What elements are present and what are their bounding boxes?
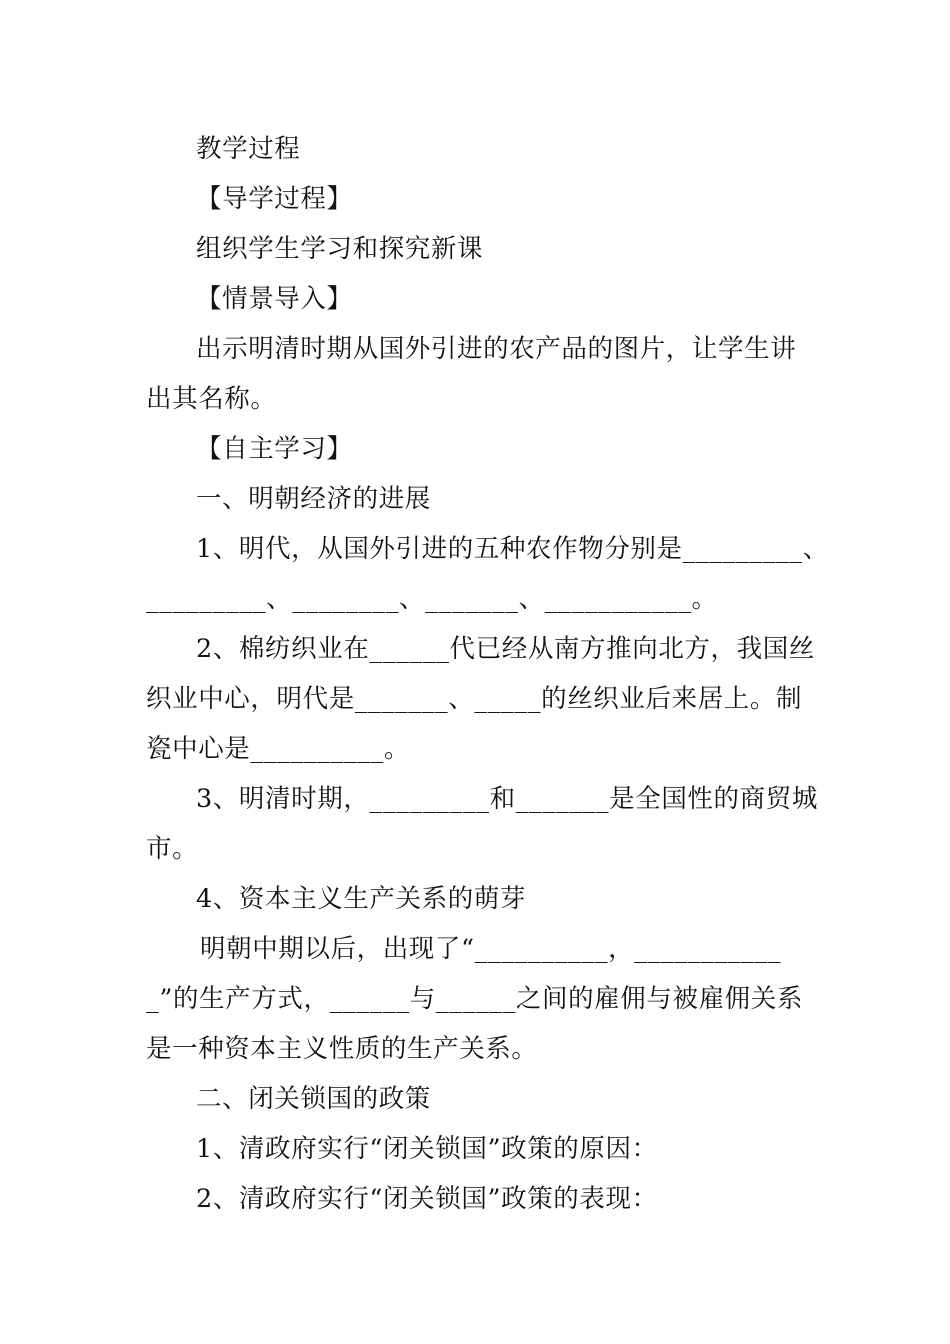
section-heading-teaching-process: 教学过程 — [196, 134, 301, 164]
paragraph-line: 出其名称。 — [146, 384, 277, 414]
question-line: 1、清政府实行“闭关锁国”政策的原因： — [196, 1134, 658, 1164]
section-heading-self-study: 【自主学习】 — [196, 434, 353, 464]
paragraph-line: 组织学生学习和探究新课 — [196, 234, 484, 264]
question-line: _”的生产方式，______与______之间的雇佣与被雇佣关系 — [146, 984, 803, 1014]
question-line: _________、________、_______、___________。 — [146, 584, 718, 614]
question-line: 2、棉纺织业在______代已经从南方推向北方，我国丝 — [196, 634, 815, 664]
question-line: 明朝中期以后，出现了“__________，___________ — [200, 934, 782, 964]
question-line: 市。 — [146, 834, 199, 864]
question-line: 2、清政府实行“闭关锁国”政策的表现： — [196, 1184, 658, 1214]
subsection-heading: 一、明朝经济的进展 — [196, 484, 431, 514]
question-line: 1、明代，从国外引进的五种农作物分别是_________、 — [196, 534, 829, 564]
paragraph-line: 出示明清时期从国外引进的农产品的图片，让学生讲 — [196, 334, 797, 364]
question-line: 是一种资本主义性质的生产关系。 — [146, 1034, 538, 1064]
subsection-heading: 二、闭关锁国的政策 — [196, 1084, 431, 1114]
section-heading-scenario-intro: 【情景导入】 — [196, 284, 353, 314]
section-heading-guided-learning: 【导学过程】 — [196, 184, 353, 214]
question-line: 瓷中心是__________。 — [146, 734, 411, 764]
question-line: 3、明清时期，_________和_______是全国性的商贸城 — [196, 784, 818, 814]
subsection-heading: 4、资本主义生产关系的萌芽 — [196, 884, 527, 914]
question-line: 织业中心，明代是_______、_____的丝织业后来居上。制 — [146, 684, 803, 714]
